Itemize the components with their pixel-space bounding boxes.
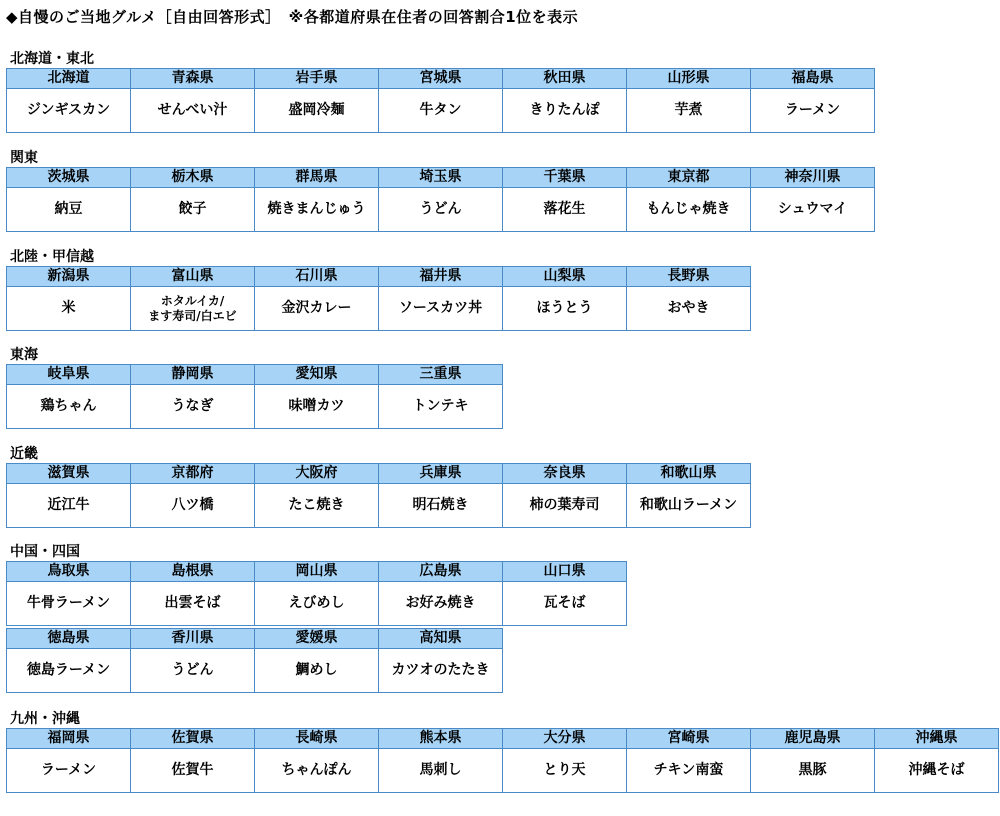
food-row	[7, 287, 751, 331]
prefecture-table	[6, 463, 751, 528]
region-label: 中国・四国	[10, 544, 80, 560]
prefecture-name: 宮崎県	[627, 729, 751, 749]
prefecture-name: 大分県	[503, 729, 627, 749]
prefecture-name: 滋賀県	[7, 464, 131, 484]
prefecture-name: 山口県	[503, 562, 627, 582]
prefecture-header-row	[7, 168, 875, 188]
prefecture-name: 新潟県	[7, 267, 131, 287]
prefecture-name: 群馬県	[255, 168, 379, 188]
prefecture-header-row	[7, 562, 627, 582]
page-title: ◆自慢のご当地グルメ［自由回答形式］ ※各都道府県在住者の回答割合1位を表示	[6, 8, 579, 26]
prefecture-name: 福井県	[379, 267, 503, 287]
prefecture-name: 鹿児島県	[751, 729, 875, 749]
prefecture-name: 岐阜県	[7, 365, 131, 385]
gourmet-food: 八ツ橋	[131, 484, 255, 528]
gourmet-food: もんじゃ焼き	[627, 188, 751, 232]
prefecture-name: 熊本県	[379, 729, 503, 749]
gourmet-food: 沖縄そば	[875, 749, 999, 793]
prefecture-table	[6, 266, 751, 331]
gourmet-food: 佐賀牛	[131, 749, 255, 793]
gourmet-food: 鶏ちゃん	[7, 385, 131, 429]
region-label: 九州・沖縄	[10, 711, 80, 727]
prefecture-name: 鳥取県	[7, 562, 131, 582]
prefecture-table	[6, 68, 875, 133]
gourmet-food: 牛タン	[379, 89, 503, 133]
gourmet-food: えびめし	[255, 582, 379, 626]
gourmet-food: お好み焼き	[379, 582, 503, 626]
prefecture-name: 島根県	[131, 562, 255, 582]
gourmet-food: ソースカツ丼	[379, 287, 503, 331]
gourmet-food: たこ焼き	[255, 484, 379, 528]
gourmet-food: 黒豚	[751, 749, 875, 793]
prefecture-name: 山梨県	[503, 267, 627, 287]
gourmet-food: ほうとう	[503, 287, 627, 331]
gourmet-food: 米	[7, 287, 131, 331]
prefecture-name: 京都府	[131, 464, 255, 484]
prefecture-table	[6, 728, 999, 793]
region-label: 東海	[10, 347, 38, 363]
prefecture-header-row	[7, 267, 751, 287]
prefecture-name: 埼玉県	[379, 168, 503, 188]
gourmet-food: ちゃんぽん	[255, 749, 379, 793]
gourmet-food: きりたんぽ	[503, 89, 627, 133]
prefecture-name: 高知県	[379, 629, 503, 649]
prefecture-name: 千葉県	[503, 168, 627, 188]
prefecture-table	[6, 364, 503, 429]
food-row	[7, 649, 503, 693]
gourmet-food: 味噌カツ	[255, 385, 379, 429]
food-row	[7, 582, 627, 626]
gourmet-food: 馬刺し	[379, 749, 503, 793]
prefecture-name: 和歌山県	[627, 464, 751, 484]
prefecture-name: 東京都	[627, 168, 751, 188]
gourmet-food: チキン南蛮	[627, 749, 751, 793]
prefecture-name: 山形県	[627, 69, 751, 89]
gourmet-food: うどん	[131, 649, 255, 693]
prefecture-name: 栃木県	[131, 168, 255, 188]
prefecture-name: 沖縄県	[875, 729, 999, 749]
gourmet-food: とり天	[503, 749, 627, 793]
prefecture-name: 秋田県	[503, 69, 627, 89]
gourmet-food: 出雲そば	[131, 582, 255, 626]
gourmet-food: シュウマイ	[751, 188, 875, 232]
prefecture-name: 長野県	[627, 267, 751, 287]
prefecture-name: 福島県	[751, 69, 875, 89]
gourmet-food: おやき	[627, 287, 751, 331]
gourmet-food: 盛岡冷麺	[255, 89, 379, 133]
prefecture-name: 岡山県	[255, 562, 379, 582]
prefecture-header-row	[7, 69, 875, 89]
prefecture-header-row	[7, 365, 503, 385]
prefecture-name: 石川県	[255, 267, 379, 287]
prefecture-name: 青森県	[131, 69, 255, 89]
gourmet-food: 明石焼き	[379, 484, 503, 528]
prefecture-name: 静岡県	[131, 365, 255, 385]
prefecture-name: 広島県	[379, 562, 503, 582]
prefecture-name: 長崎県	[255, 729, 379, 749]
region-label: 北海道・東北	[10, 51, 94, 67]
prefecture-name: 茨城県	[7, 168, 131, 188]
gourmet-food: 瓦そば	[503, 582, 627, 626]
prefecture-name: 富山県	[131, 267, 255, 287]
gourmet-food: ジンギスカン	[7, 89, 131, 133]
gourmet-food: 餃子	[131, 188, 255, 232]
gourmet-food: 金沢カレー	[255, 287, 379, 331]
prefecture-header-row	[7, 629, 503, 649]
prefecture-name: 佐賀県	[131, 729, 255, 749]
gourmet-food: 和歌山ラーメン	[627, 484, 751, 528]
prefecture-name: 香川県	[131, 629, 255, 649]
prefecture-name: 愛媛県	[255, 629, 379, 649]
prefecture-table	[6, 561, 627, 626]
prefecture-header-row	[7, 729, 999, 749]
food-row	[7, 188, 875, 232]
region-label: 北陸・甲信越	[10, 249, 94, 265]
prefecture-name: 宮城県	[379, 69, 503, 89]
prefecture-table	[6, 628, 503, 693]
prefecture-name: 愛知県	[255, 365, 379, 385]
gourmet-food: 鯛めし	[255, 649, 379, 693]
food-row	[7, 385, 503, 429]
region-label: 関東	[10, 150, 38, 166]
gourmet-food: うどん	[379, 188, 503, 232]
gourmet-food: トンテキ	[379, 385, 503, 429]
gourmet-food: 徳島ラーメン	[7, 649, 131, 693]
food-row	[7, 89, 875, 133]
food-row	[7, 484, 751, 528]
prefecture-name: 徳島県	[7, 629, 131, 649]
gourmet-food: 芋煮	[627, 89, 751, 133]
prefecture-name: 大阪府	[255, 464, 379, 484]
region-label: 近畿	[10, 446, 38, 462]
prefecture-name: 兵庫県	[379, 464, 503, 484]
prefecture-name: 福岡県	[7, 729, 131, 749]
prefecture-name: 神奈川県	[751, 168, 875, 188]
prefecture-name: 岩手県	[255, 69, 379, 89]
prefecture-table	[6, 167, 875, 232]
prefecture-name: 北海道	[7, 69, 131, 89]
gourmet-food: 近江牛	[7, 484, 131, 528]
gourmet-food: ホタルイカ/ ます寿司/白エビ	[131, 287, 255, 331]
gourmet-food: 焼きまんじゅう	[255, 188, 379, 232]
gourmet-food: カツオのたたき	[379, 649, 503, 693]
gourmet-food: せんべい汁	[131, 89, 255, 133]
gourmet-food: 落花生	[503, 188, 627, 232]
prefecture-name: 三重県	[379, 365, 503, 385]
food-row	[7, 749, 999, 793]
prefecture-header-row	[7, 464, 751, 484]
gourmet-food: 牛骨ラーメン	[7, 582, 131, 626]
gourmet-food: ラーメン	[7, 749, 131, 793]
gourmet-food: ラーメン	[751, 89, 875, 133]
gourmet-food: 柿の葉寿司	[503, 484, 627, 528]
gourmet-food: 納豆	[7, 188, 131, 232]
prefecture-name: 奈良県	[503, 464, 627, 484]
gourmet-food: うなぎ	[131, 385, 255, 429]
